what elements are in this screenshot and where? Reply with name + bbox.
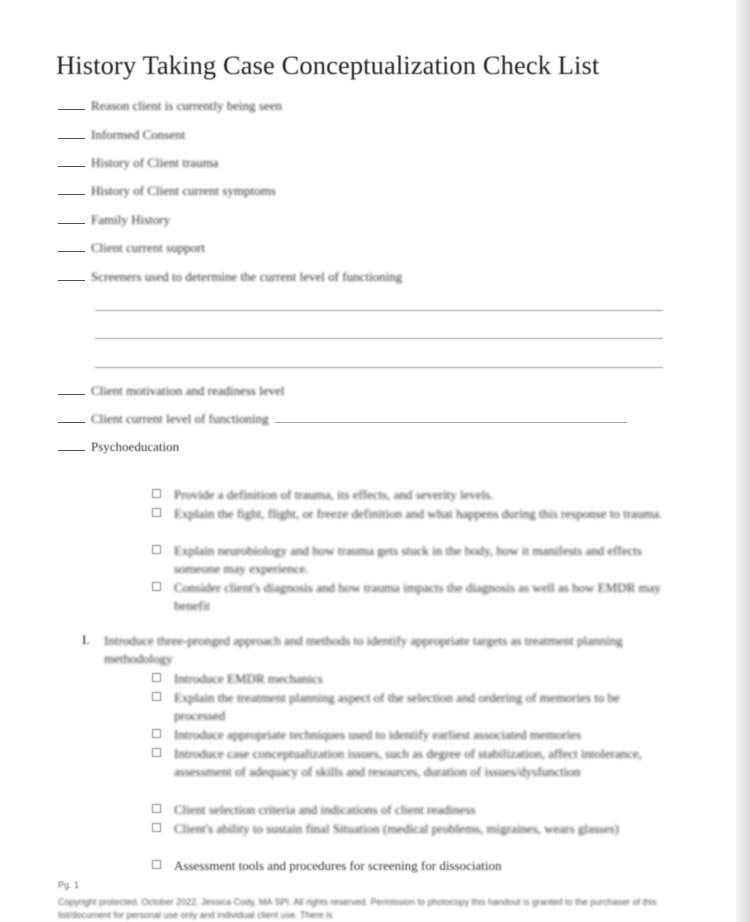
checkbox-icon[interactable]	[152, 545, 161, 554]
checkbox-icon[interactable]	[152, 673, 161, 682]
checklist-item: Informed Consent	[58, 126, 185, 144]
fill-in-line[interactable]	[95, 367, 663, 368]
check-blank[interactable]	[58, 211, 85, 224]
section-heading: Introduce three-pronged approach and methods to identify appropriate targets as treatment planning methodology	[104, 633, 623, 666]
fill-in-line[interactable]	[95, 310, 663, 311]
check-blank[interactable]	[58, 382, 85, 395]
checkbox-icon[interactable]	[152, 748, 161, 757]
page-number: Pg. 1	[58, 880, 80, 890]
checklist-item: Psychoeducation	[58, 438, 179, 456]
checkbox-icon[interactable]	[152, 489, 161, 498]
checkbox-icon[interactable]	[152, 860, 161, 869]
copyright-footer: Copyright protected. October 2022, Jessica Cody, MA SPI. All rights reserved. Permission to photocopy this handout is granted to the purchaser of this list/document for personal use only and individual client use. There is	[58, 897, 657, 920]
checkbox-icon[interactable]	[152, 692, 161, 701]
fill-in-line[interactable]	[95, 338, 663, 339]
checklist-item: History of Client trauma	[58, 154, 218, 172]
check-blank[interactable]	[58, 154, 85, 167]
checkbox-icon[interactable]	[152, 823, 161, 832]
checklist-item: History of Client current symptoms	[58, 182, 276, 200]
checklist-item: Client current support	[58, 239, 205, 257]
check-blank[interactable]	[58, 97, 85, 110]
checklist-item: Client motivation and readiness level	[58, 382, 285, 400]
checkbox-icon[interactable]	[152, 582, 161, 591]
document-page: History Taking Case Conceptualization Check List Reason client is currently being seen Informed Consent History of Client trauma History of Client current symptoms Family History Client current support Screeners used to determine the current level of functioning Client motivation and readiness level Client current level of functioning Psychoeducation Provide a definition of trauma, its effects, and severity levels. Explain the fight, flight, or freeze definition and what happens during this response to trauma. Explain neurobiology and how trauma gets stuck in the body, how it manifests and effects someone may experience. Consider client's diagnosis and how trauma impacts the diagnosis as well as how EMDR may benefit I. Introduce three-pronged approach and methods to identify appropriate targets as treatment planning methodology Introduce EMDR mechanics Explain the treatment planning aspect of the selection and ordering of memories to be processed Introduce appropriate techniques used to identify earliest associated memories Introduce case conceptualization issues, such as degree of stabilization, affect intolerance, assessment of adequacy of skills and resources, duration of issues/dysfunction Client selection criteria and indications of client readiness Client's ability to sustain final Situation (medical problems, migraines, wears glasses) Assessment tools and procedures for screening for dissociation Pg. 1 Copyright protected. October 2022, Jessica Cody, MA SPI. All rights reserved. Permission to photocopy this handout is granted to the purchaser of this list/document for personal use only and individual client use. There is	[0, 0, 736, 922]
check-blank[interactable]	[58, 126, 85, 139]
checkbox-icon[interactable]	[152, 729, 161, 738]
checklist-item: Family History	[58, 211, 170, 229]
checklist-item: Screeners used to determine the current level of functioning	[58, 268, 402, 286]
check-blank[interactable]	[58, 410, 85, 423]
check-blank[interactable]	[58, 239, 85, 252]
checkbox-icon[interactable]	[152, 804, 161, 813]
checkbox-icon[interactable]	[152, 508, 161, 517]
roman-numeral: I.	[82, 632, 90, 647]
page-title: History Taking Case Conceptualization Check List	[56, 50, 600, 80]
check-blank[interactable]	[58, 268, 85, 281]
check-blank[interactable]	[58, 182, 85, 195]
checklist-item: Client current level of functioning	[58, 410, 627, 428]
check-blank[interactable]	[58, 438, 85, 451]
page-edge-shadow	[736, 0, 750, 922]
fill-in-line[interactable]	[275, 412, 627, 423]
checklist-item: Reason client is currently being seen	[58, 97, 282, 115]
